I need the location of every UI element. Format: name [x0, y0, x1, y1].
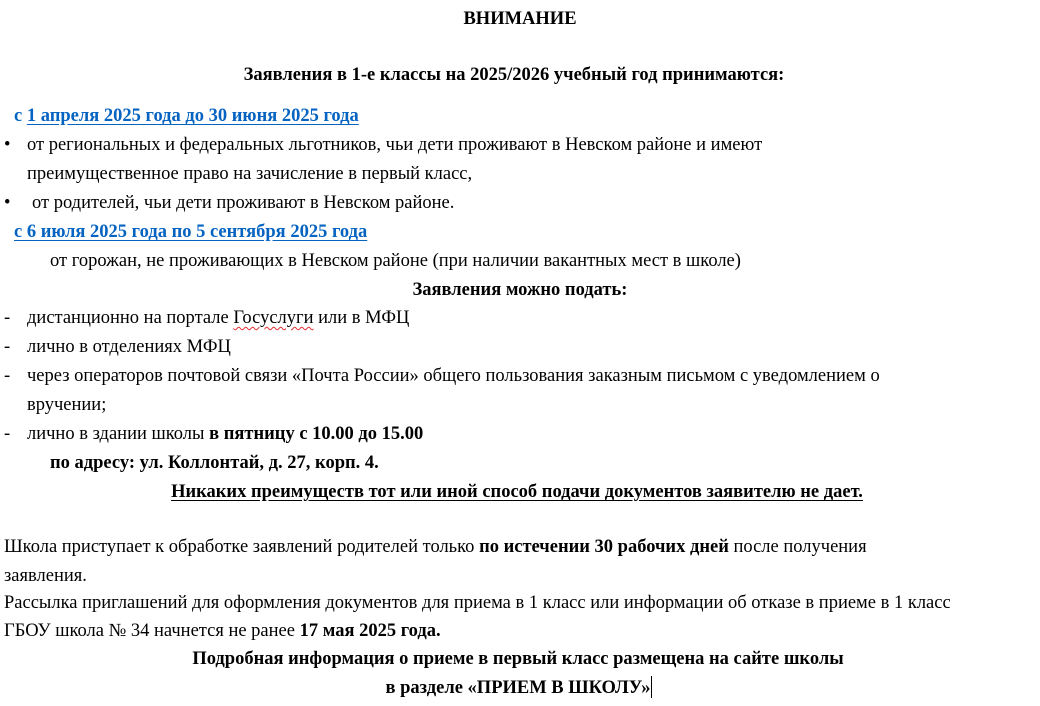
- school-address: по адресу: ул. Коллонтай, д. 27, корп. 4.: [50, 453, 379, 473]
- period2-heading: [14, 221, 367, 243]
- method-item-1-before: дистанционно на портале: [27, 308, 234, 328]
- method-item-3-line1: через операторов почтовой связи «Почта России» общего пользования заказным письмом с уведомлением о: [27, 366, 880, 386]
- misspelled-word[interactable]: Госуслуги: [233, 308, 314, 328]
- footer-line2: [0, 676, 1039, 699]
- method-item-3-line2: вручении;: [27, 395, 107, 415]
- period2-text: от горожан, не проживающих в Невском районе (при наличии вакантных мест в школе): [50, 251, 741, 271]
- period1-date-link[interactable]: 1 апреля 2025 года до 30 июня 2025 года: [26, 106, 359, 126]
- document-title: ВНИМАНИЕ: [463, 9, 577, 29]
- methods-notice: [0, 481, 1037, 503]
- methods-heading: Заявления можно подать:: [412, 280, 628, 300]
- method-item-4-bold: в пятницу с 10.00 до 15.00: [209, 424, 424, 444]
- bullet-icon: •: [4, 135, 11, 155]
- period1-item-2: от родителей, чьи дети проживают в Невском районе.: [32, 193, 455, 213]
- dash-icon: -: [4, 337, 11, 357]
- period1-heading: [14, 105, 359, 127]
- footer-line2-text: в разделе «ПРИЕМ В ШКОЛУ»: [385, 678, 651, 698]
- text-cursor: [651, 676, 652, 698]
- period2-date-link[interactable]: с 6 июля 2025 года по 5 сентября 2025 года: [14, 222, 368, 242]
- dash-icon: -: [4, 308, 11, 328]
- processing-p2-bold: 17 мая 2025 года.: [299, 621, 441, 641]
- method-item-4-regular: лично в здании школы: [27, 424, 210, 444]
- period1-item-1-line2: преимущественное право на зачисление в первый класс,: [27, 164, 473, 184]
- processing-p2-line2: [4, 620, 441, 642]
- method-item-2: лично в отделениях МФЦ: [27, 337, 231, 357]
- processing-p1-line1: [4, 536, 867, 558]
- processing-p1-line2: заявления.: [4, 566, 87, 586]
- processing-p2-line1: Рассылка приглашений для оформления документов для приема в 1 класс или информации об отказе в приеме в 1 класс: [4, 593, 951, 613]
- period1-prefix: с: [14, 106, 23, 126]
- methods-notice-text: Никаких преимуществ тот или иной способ подачи документов заявителю не дает.: [171, 482, 863, 502]
- bullet-icon: •: [4, 193, 11, 213]
- method-item-1: [27, 307, 409, 329]
- document-subtitle: Заявления в 1-е классы на 2025/2026 учебный год принимаются:: [243, 65, 785, 85]
- dash-icon: -: [4, 366, 11, 386]
- processing-p1-after: после получения: [728, 537, 867, 557]
- dash-icon: -: [4, 424, 11, 444]
- processing-p1-before: Школа приступает к обработке заявлений родителей только: [4, 537, 480, 557]
- footer-line1: Подробная информация о приеме в первый класс размещена на сайте школы: [192, 649, 844, 669]
- processing-p2-before: ГБОУ школа № 34 начнется не ранее: [4, 621, 300, 641]
- method-item-1-after: или в МФЦ: [313, 308, 410, 328]
- processing-p1-bold: по истечении 30 рабочих дней: [479, 537, 729, 557]
- method-item-4: [27, 423, 423, 445]
- period1-item-1-line1: от региональных и федеральных льготников, чьи дети проживают в Невском районе и имеют: [27, 135, 763, 155]
